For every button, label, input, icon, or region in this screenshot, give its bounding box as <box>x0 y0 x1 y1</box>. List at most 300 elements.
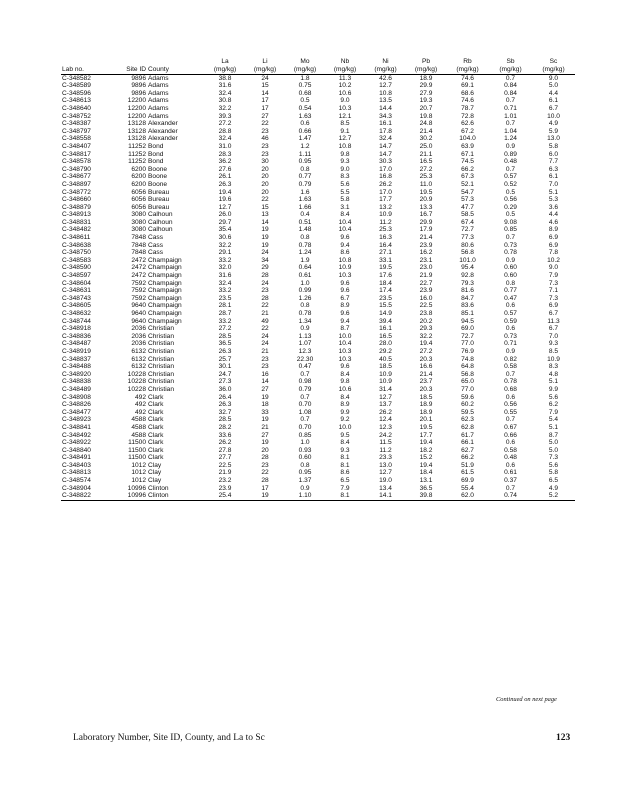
table-row <box>61 234 575 242</box>
cell-pb: 20.2 <box>419 317 433 325</box>
table-row <box>61 280 575 288</box>
cell-sc: 7.9 <box>548 408 559 416</box>
cell-lab-no: C-348822 <box>61 492 116 500</box>
cell-mo: 0.98 <box>298 378 312 386</box>
cell-pb: 27.9 <box>419 89 433 97</box>
cell-rb: 83.6 <box>461 302 474 310</box>
table-row <box>61 204 575 212</box>
cell-mo: 0.60 <box>298 454 312 462</box>
cell-pb: 23.8 <box>419 310 433 317</box>
col-header-ni: Ni <box>382 58 389 65</box>
cell-la: 28.2 <box>218 423 232 431</box>
cell-rb: 104.0 <box>459 135 476 143</box>
cell-site-id: 11252 <box>128 142 146 150</box>
cell-county: Adams <box>148 97 169 105</box>
cell-sb: 0.68 <box>504 385 517 393</box>
cell-rb: 65.0 <box>461 378 474 386</box>
cell-ni: 23.5 <box>379 294 392 302</box>
cell-ni: 19.5 <box>379 264 392 272</box>
cell-lab-no: C-348797 <box>62 127 91 135</box>
cell-nb: 8.1 <box>340 461 350 469</box>
cell-site-id: 2036 <box>131 340 146 348</box>
cell-rb: 47.7 <box>461 203 474 211</box>
cell-li: 23 <box>261 150 269 158</box>
cell-mo: 0.77 <box>298 173 312 181</box>
table-row <box>61 378 575 386</box>
cell-county: Christian <box>148 332 175 340</box>
cell-li: 46 <box>261 135 269 143</box>
cell-nb: 9.8 <box>340 150 350 158</box>
cell-pb: 24.8 <box>419 120 433 128</box>
cell-county: Boone <box>148 165 168 173</box>
cell-lab-no: C-348743 <box>62 294 91 302</box>
cell-sc: 5.4 <box>548 416 559 424</box>
table-row <box>61 416 575 424</box>
cell-sb: 0.57 <box>504 310 517 317</box>
cell-la: 19.4 <box>218 188 232 196</box>
cell-site-id: 9640 <box>131 302 146 310</box>
cell-la: 23.5 <box>218 294 232 302</box>
cell-ni: 19.0 <box>379 477 392 485</box>
cell-rb: 52.1 <box>461 180 474 188</box>
cell-sb: 0.52 <box>504 180 517 188</box>
cell-rb: 62.6 <box>461 120 474 128</box>
cell-county: Adams <box>148 82 169 90</box>
unit-label: (mg/kg) <box>325 66 365 74</box>
cell-la: 32.2 <box>218 241 232 249</box>
cell-la: 35.4 <box>218 226 232 234</box>
table-row <box>61 82 575 90</box>
cell-mo: 0.51 <box>298 218 312 226</box>
cell-li: 27 <box>261 385 269 393</box>
cell-nb: 9.9 <box>340 408 350 416</box>
cell-rb: 69.1 <box>461 82 474 90</box>
cell-li: 14 <box>261 218 269 226</box>
cell-sc: 5.0 <box>548 82 559 90</box>
cell-sc: 3.6 <box>548 203 559 211</box>
cell-pb: 23.9 <box>419 241 433 249</box>
cell-nb: 6.7 <box>340 294 350 302</box>
cell-site-id: 3080 <box>131 218 146 226</box>
col-header-lab-no: Lab no. <box>61 66 116 74</box>
cell-li: 19 <box>261 241 269 249</box>
cell-pb: 25.3 <box>419 173 433 181</box>
cell-site-id: 6200 <box>131 165 146 173</box>
cell-sb: 0.55 <box>504 408 517 416</box>
cell-nb: 10.6 <box>338 89 352 97</box>
table-row <box>61 302 575 310</box>
cell-site-id: 10228 <box>127 378 146 386</box>
cell-rb: 92.8 <box>461 272 474 280</box>
cell-la: 28.7 <box>218 310 232 317</box>
cell-nb: 10.0 <box>338 332 352 340</box>
cell-ni: 12.7 <box>379 393 392 401</box>
cell-sc: 10.9 <box>547 355 560 363</box>
cell-county: Clark <box>148 454 164 462</box>
cell-la: 28.5 <box>218 332 232 340</box>
table-row <box>61 340 575 348</box>
cell-mo: 22.30 <box>296 355 314 363</box>
cell-ni: 33.1 <box>379 256 392 264</box>
cell-rb: 59.5 <box>461 408 474 416</box>
cell-sb: 1.04 <box>504 127 517 135</box>
cell-la: 26.0 <box>218 211 232 219</box>
unit-label: (mg/kg) <box>532 66 575 74</box>
cell-li: 14 <box>261 378 269 386</box>
table-row <box>61 219 575 227</box>
cell-sb: 0.5 <box>505 211 516 219</box>
cell-nb: 10.6 <box>338 385 352 393</box>
cell-rb: 84.7 <box>461 294 474 302</box>
cell-la: 28.8 <box>218 127 232 135</box>
cell-county: Adams <box>148 104 169 112</box>
cell-ni: 24.2 <box>379 431 392 439</box>
cell-mo: 12.3 <box>298 347 312 355</box>
cell-sb: 0.56 <box>504 196 517 204</box>
cell-la: 26.1 <box>218 173 232 181</box>
cell-nb: 7.9 <box>340 484 350 492</box>
cell-rb: 101.0 <box>459 256 476 264</box>
cell-sc: 6.1 <box>548 173 559 181</box>
cell-county: Christian <box>148 355 175 363</box>
cell-nb: 3.1 <box>340 203 350 211</box>
cell-lab-no: C-348836 <box>62 332 91 340</box>
cell-lab-no: C-348597 <box>62 272 91 280</box>
cell-rb: 77.0 <box>461 385 474 393</box>
cell-sb: 1.24 <box>504 135 517 143</box>
cell-nb: 10.9 <box>338 264 352 272</box>
cell-sc: 5.1 <box>548 378 559 386</box>
cell-mo: 1.66 <box>298 203 312 211</box>
cell-lab-no: C-348477 <box>62 408 91 416</box>
cell-county: Clark <box>148 393 164 401</box>
table-row <box>61 158 575 166</box>
cell-county: Champaign <box>148 264 182 272</box>
cell-nb: 8.6 <box>340 249 350 257</box>
cell-county: Clinton <box>147 492 205 500</box>
cell-pb: 23.7 <box>419 378 433 386</box>
cell-ni: 13.5 <box>379 97 392 105</box>
cell-lab-no: C-348918 <box>62 325 91 333</box>
cell-county: Christian <box>148 385 175 393</box>
table-row <box>61 432 575 440</box>
table-row <box>61 257 575 265</box>
cell-la: 22.5 <box>218 461 232 469</box>
cell-site-id: 11500 <box>128 439 146 447</box>
cell-nb: 10.4 <box>338 218 352 226</box>
cell-la: 36.5 <box>218 340 232 348</box>
cell-site-id: 11500 <box>128 446 146 454</box>
cell-ni: 14.7 <box>379 150 392 158</box>
cell-mo: 1.63 <box>298 196 312 204</box>
table-row <box>61 189 575 197</box>
cell-li: 28 <box>261 294 269 302</box>
cell-lab-no: C-348489 <box>62 385 91 393</box>
cell-li: 13 <box>261 211 269 219</box>
cell-mo: 1.0 <box>300 279 310 287</box>
cell-ni: 11.2 <box>379 446 392 454</box>
cell-sc: 8.9 <box>548 226 559 234</box>
cell-nb: 5.6 <box>340 180 350 188</box>
cell-ni: 32.4 <box>379 135 392 143</box>
cell-nb: 10.8 <box>338 256 352 264</box>
cell-rb: 62.0 <box>446 492 489 500</box>
cell-li: 23 <box>261 287 269 295</box>
cell-la: 26.3 <box>218 401 232 409</box>
cell-pb: 19.5 <box>419 188 433 196</box>
cell-mo: 0.47 <box>298 363 312 371</box>
cell-pb: 21.4 <box>419 234 433 242</box>
cell-nb: 9.6 <box>340 234 350 242</box>
cell-nb: 9.0 <box>340 97 350 105</box>
cell-ni: 12.4 <box>379 416 392 424</box>
cell-nb: 8.7 <box>340 325 350 333</box>
cell-la: 32.4 <box>218 135 232 143</box>
cell-mo: 1.47 <box>298 135 312 143</box>
cell-mo: 0.6 <box>300 120 310 128</box>
cell-nb: 8.3 <box>340 173 350 181</box>
cell-ni: 14.9 <box>379 310 392 317</box>
cell-li: 19 <box>261 393 269 401</box>
cell-sc: 5.6 <box>548 461 559 469</box>
cell-nb: 12.1 <box>338 112 352 120</box>
cell-nb: 5.8 <box>340 196 350 204</box>
cell-sc: 9.0 <box>548 74 559 82</box>
cell-mo: 1.34 <box>298 317 312 325</box>
cell-nb: 8.1 <box>325 492 365 500</box>
cell-nb: 10.4 <box>338 226 352 234</box>
cell-county: Alexander <box>148 127 178 135</box>
cell-mo: 0.85 <box>298 431 312 439</box>
cell-la: 19.6 <box>218 196 232 204</box>
cell-li: 22 <box>261 302 269 310</box>
cell-nb: 10.4 <box>338 340 352 348</box>
table-row <box>61 310 575 318</box>
cell-la: 33.2 <box>218 287 232 295</box>
cell-pb: 19.4 <box>419 439 433 447</box>
table-row <box>61 469 575 477</box>
cell-mo: 0.7 <box>300 370 310 378</box>
col-header-site-id: Site ID <box>116 66 147 74</box>
cell-mo: 0.68 <box>298 89 312 97</box>
cell-li: 19 <box>261 226 269 234</box>
cell-county: Champaign <box>148 302 182 310</box>
cell-lab-no: C-348837 <box>62 355 91 363</box>
cell-site-id: 6200 <box>131 180 146 188</box>
cell-pb: 17.7 <box>419 431 433 439</box>
table-row <box>61 135 575 143</box>
cell-sc: 10.0 <box>547 112 560 120</box>
cell-county: Adams <box>148 112 169 120</box>
cell-la: 12.7 <box>218 203 232 211</box>
cell-lab-no: C-348841 <box>62 423 91 431</box>
cell-lab-no: C-348605 <box>62 302 91 310</box>
cell-li: 15 <box>261 82 269 90</box>
cell-rb: 76.9 <box>461 347 474 355</box>
cell-li: 23 <box>261 142 269 150</box>
cell-site-id: 6200 <box>131 173 146 181</box>
cell-la: 29.1 <box>218 249 232 257</box>
cell-sb: 0.60 <box>504 264 517 272</box>
cell-ni: 16.5 <box>379 332 392 340</box>
cell-sc: 8.7 <box>548 431 559 439</box>
cell-county: Christian <box>148 325 175 333</box>
units-header-row <box>61 66 575 74</box>
table-row <box>61 439 575 447</box>
cell-rb: 79.3 <box>461 279 474 287</box>
cell-rb: 61.5 <box>461 469 474 477</box>
cell-sb: 0.58 <box>504 446 517 454</box>
table-row <box>61 120 575 128</box>
cell-li: 30 <box>261 158 269 166</box>
cell-county: Clinton <box>148 484 169 492</box>
cell-ni: 12.7 <box>379 469 392 477</box>
cell-nb: 8.4 <box>340 211 350 219</box>
cell-ni: 14.1 <box>365 492 406 500</box>
cell-ni: 13.2 <box>379 203 392 211</box>
cell-pb: 22.5 <box>419 302 433 310</box>
cell-county: Cass <box>148 241 164 249</box>
cell-la: 32.4 <box>218 279 232 287</box>
cell-sc: 4.4 <box>548 211 559 219</box>
cell-li: 20 <box>261 188 269 196</box>
cell-sb: 0.6 <box>505 461 516 469</box>
cell-lab-no: C-348908 <box>62 393 91 401</box>
cell-sc: 6.9 <box>548 302 559 310</box>
cell-lab-no: C-348632 <box>62 310 91 317</box>
cell-lab-no: C-348826 <box>62 401 91 409</box>
cell-sb: 0.89 <box>504 150 517 158</box>
cell-pb: 23.9 <box>419 287 433 295</box>
cell-sb: 0.9 <box>505 256 516 264</box>
col-header-rb: Rb <box>463 58 472 65</box>
cell-mo: 0.61 <box>298 272 312 280</box>
cell-ni: 12.3 <box>379 423 392 431</box>
cell-site-id: 9896 <box>131 74 146 82</box>
cell-la: 33.6 <box>218 431 232 439</box>
cell-pb: 15.2 <box>419 454 433 462</box>
cell-rb: 67.4 <box>461 218 474 226</box>
cell-sb: 0.6 <box>505 439 516 447</box>
cell-lab-no: C-348487 <box>62 340 91 348</box>
cell-li: 28 <box>261 454 269 462</box>
table-row <box>61 492 575 500</box>
table-row <box>61 363 575 371</box>
cell-lab-no: C-348640 <box>62 104 91 112</box>
cell-sb: 0.78 <box>504 249 517 257</box>
cell-pb: 18.9 <box>419 408 433 416</box>
cell-lab-no: C-348387 <box>62 120 91 128</box>
table-row <box>61 105 575 113</box>
cell-county: Adams <box>148 89 169 97</box>
col-header-pb: Pb <box>421 58 431 65</box>
cell-ni: 17.8 <box>379 127 392 135</box>
cell-ni: 10.9 <box>379 211 392 219</box>
cell-pb: 16.0 <box>419 294 433 302</box>
cell-mo: 1.08 <box>298 408 312 416</box>
cell-ni: 29.2 <box>379 347 392 355</box>
cell-pb: 29.9 <box>419 218 433 226</box>
cell-site-id: 4588 <box>131 423 146 431</box>
cell-sb: 0.67 <box>504 423 517 431</box>
cell-lab-no: C-348604 <box>62 279 91 287</box>
cell-mo: 0.64 <box>298 264 312 272</box>
cell-lab-no: C-348750 <box>62 249 91 257</box>
cell-sb: 0.60 <box>504 272 517 280</box>
unit-label: (mg/kg) <box>205 66 245 74</box>
cell-county: Cass <box>148 234 164 242</box>
cell-county: Champaign <box>148 294 182 302</box>
cell-site-id: 6056 <box>131 203 146 211</box>
cell-site-id: 1012 <box>131 469 146 477</box>
cell-county: Boone <box>148 180 168 188</box>
cell-rb: 56.8 <box>461 370 474 378</box>
cell-sb: 0.48 <box>504 454 517 462</box>
cell-li: 27 <box>261 112 269 120</box>
cell-la: 36.2 <box>218 158 232 166</box>
cell-lab-no: C-348752 <box>62 112 91 120</box>
cell-lab-no: C-348897 <box>62 180 91 188</box>
cell-rb: 62.7 <box>461 446 474 454</box>
table-row <box>61 477 575 485</box>
cell-la: 25.7 <box>218 355 232 363</box>
cell-county: Boone <box>148 173 168 181</box>
table-row <box>61 181 575 189</box>
cell-pb: 22.7 <box>419 279 433 287</box>
cell-rb: 66.2 <box>461 454 474 462</box>
table-row <box>61 264 575 272</box>
table-row <box>61 371 575 379</box>
cell-mo: 1.11 <box>298 150 312 158</box>
cell-lab-no: C-348631 <box>62 287 91 295</box>
cell-county: Clark <box>148 416 164 424</box>
table-row <box>61 485 575 493</box>
cell-lab-no: C-348831 <box>62 218 91 226</box>
cell-lab-no: C-348638 <box>62 241 91 249</box>
cell-rb: 77.3 <box>461 234 474 242</box>
cell-la: 23.2 <box>218 477 232 485</box>
cell-la: 21.9 <box>218 469 232 477</box>
cell-li: 28 <box>261 477 269 485</box>
cell-li: 34 <box>261 256 269 264</box>
cell-nb: 9.3 <box>340 158 350 166</box>
cell-sb: 0.84 <box>504 89 517 97</box>
cell-county: Bond <box>148 150 164 158</box>
cell-county: Calhoun <box>148 226 173 234</box>
page-caption: Laboratory Number, Site ID, County, and La to Sc <box>73 733 265 743</box>
cell-la: 30.1 <box>218 363 232 371</box>
cell-mo: 0.54 <box>298 104 312 112</box>
cell-sb: 0.7 <box>505 416 516 424</box>
cell-li: 28 <box>261 272 269 280</box>
cell-county: Alexander <box>148 120 178 128</box>
cell-mo: 0.5 <box>300 97 310 105</box>
cell-nb: 9.8 <box>340 378 350 386</box>
cell-sc: 5.2 <box>532 492 575 500</box>
cell-li: 23 <box>261 127 269 135</box>
cell-sc: 5.6 <box>548 393 559 401</box>
cell-county: Clay <box>148 461 162 469</box>
cell-sc: 6.7 <box>548 325 559 333</box>
cell-county: Cass <box>148 249 164 257</box>
cell-mo: 1.8 <box>300 74 310 82</box>
cell-rb: 57.3 <box>461 196 474 204</box>
cell-ni: 18.5 <box>379 363 392 371</box>
cell-nb: 9.3 <box>340 446 350 454</box>
cell-county: Christian <box>148 347 175 355</box>
cell-site-id: 2472 <box>131 256 146 264</box>
cell-li: 27 <box>261 431 269 439</box>
